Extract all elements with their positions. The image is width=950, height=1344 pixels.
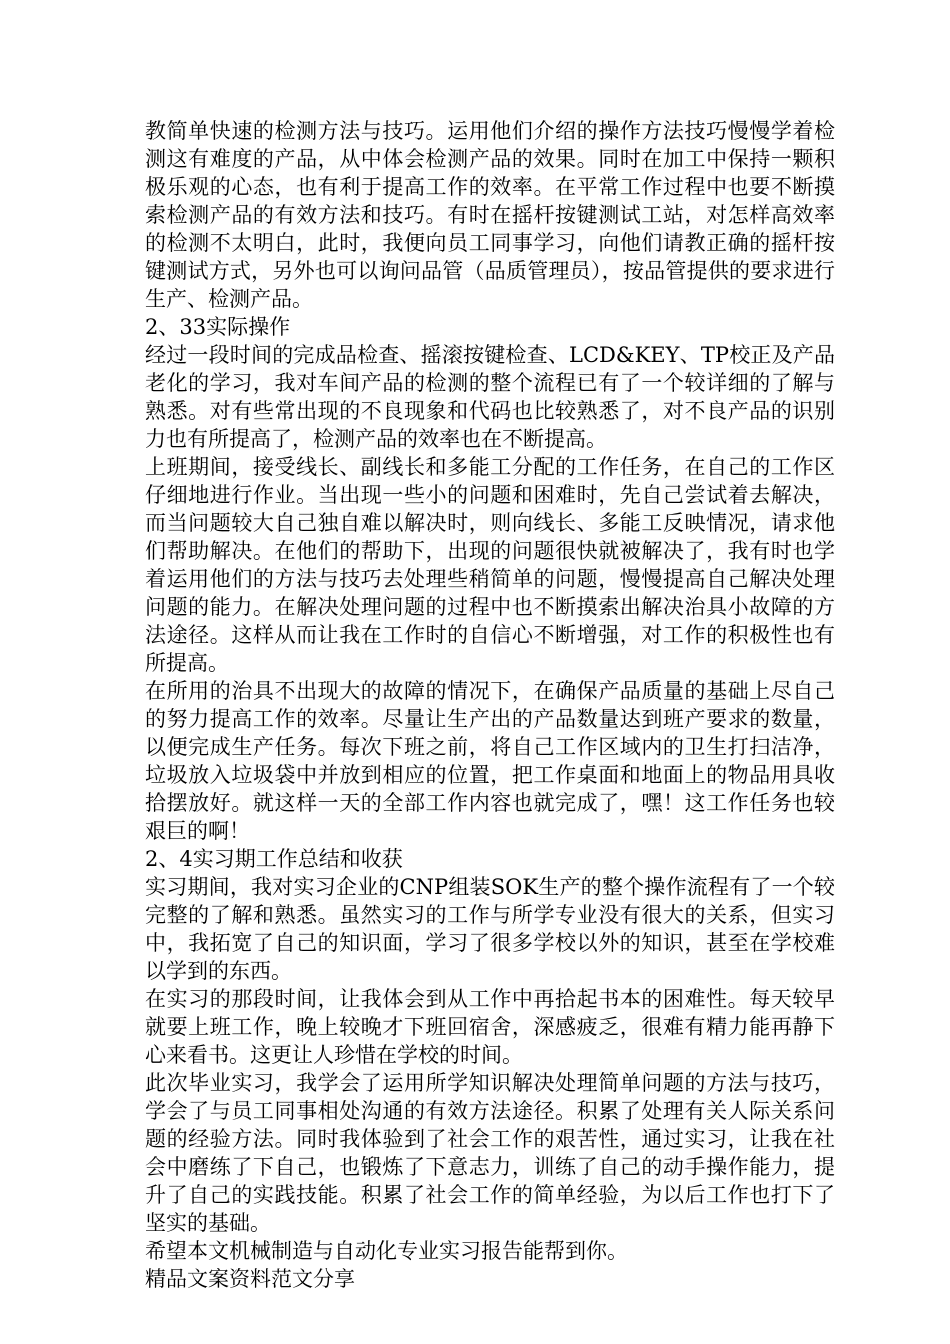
- section-heading-practical-operation: 2、33实际操作: [145, 315, 291, 339]
- paragraph-footer-share: 精品文案资料范文分享: [145, 1267, 355, 1291]
- paragraph-closing-wish: 希望本文机械制造与自动化专业实习报告能帮到你。: [145, 1239, 628, 1263]
- document-body: [145, 117, 835, 1293]
- paragraph-internship-overview: 实习期间，我对实习企业的CNP组装SOK生产的整个操作流程有了一个较完整的了解和熟悉。虽然实习的工作与所学专业没有很大的关系，但实习中，我拓宽了自己的知识面，学习了很多学校以外的知识，甚至在学校难以学到的东西。: [145, 875, 835, 983]
- paragraph-lessons-learned: 此次毕业实习，我学会了运用所学知识解决处理简单问题的方法与技巧，学会了与员工同事相处沟通的有效方法途径。积累了处理有关人际关系问题的经验方法。同时我体验到了社会工作的艰苦性，通过实习，让我在社会中磨练了下自己，也锻炼了下意志力，训练了自己的动手操作能力，提升了自己的实践技能。积累了社会工作的简单经验，为以后工作也打下了坚实的基础。: [145, 1071, 835, 1235]
- paragraph-testing-methods: 教简单快速的检测方法与技巧。运用他们介绍的操作方法技巧慢慢学着检测这有难度的产品，从中体会检测产品的效果。同时在加工中保持一颗积极乐观的心态，也有利于提高工作的效率。在平常工作过程中也要不断摸索检测产品的有效方法和技巧。有时在摇杆按键测试工站，对怎样高效率的检测不太明白，此时，我便向员工同事学习，向他们请教正确的摇杆按键测试方式，另外也可以询问品管（品质管理员），按品管提供的要求进行生产、检测产品。: [145, 119, 835, 311]
- paragraph-fixture-efficiency: 在所用的治具不出现大的故障的情况下，在确保产品质量的基础上尽自己的努力提高工作的效率。尽量让生产出的产品数量达到班产要求的数量，以便完成生产任务。每次下班之前，将自己工作区域内的卫生打扫洁净，垃圾放入垃圾袋中并放到相应的位置，把工作桌面和地面上的物品用具收拾摆放好。就这样一天的全部工作内容也就完成了，嘿！这工作任务也较艰巨的啊！: [145, 679, 835, 843]
- paragraph-difficulty-reading: 在实习的那段时间，让我体会到从工作中再拾起书本的困难性。每天较早就要上班工作，晚上较晚才下班回宿舍，深感疲乏，很难有精力能再静下心来看书。这更让人珍惜在学校的时间。: [145, 987, 835, 1067]
- paragraph-work-tasks: 上班期间，接受线长、副线长和多能工分配的工作任务，在自己的工作区仔细地进行作业。当出现一些小的问题和困难时，先自己尝试着去解决，而当问题较大自己独自难以解决时，则向线长、多能工反映情况，请求他们帮助解决。在他们的帮助下，出现的问题很快就被解决了，我有时也学着运用他们的方法与技巧去处理些稍简单的问题，慢慢提高自己解决处理问题的能力。在解决处理问题的过程中也不断摸索出解决治具小故障的方法途径。这样从而让我在工作时的自信心不断增强，对工作的积极性也有所提高。: [145, 455, 835, 675]
- section-heading-summary: 2、4实习期工作总结和收获: [145, 847, 403, 871]
- paragraph-inspection-learning: 经过一段时间的完成品检查、摇滚按键检查、LCD&KEY、TP校正及产品老化的学习，我对车间产品的检测的整个流程已有了一个较详细的了解与熟悉。对有些常出现的不良现象和代码也比较熟悉了，对不良产品的识别力也有所提高了，检测产品的效率也在不断提高。: [145, 343, 835, 451]
